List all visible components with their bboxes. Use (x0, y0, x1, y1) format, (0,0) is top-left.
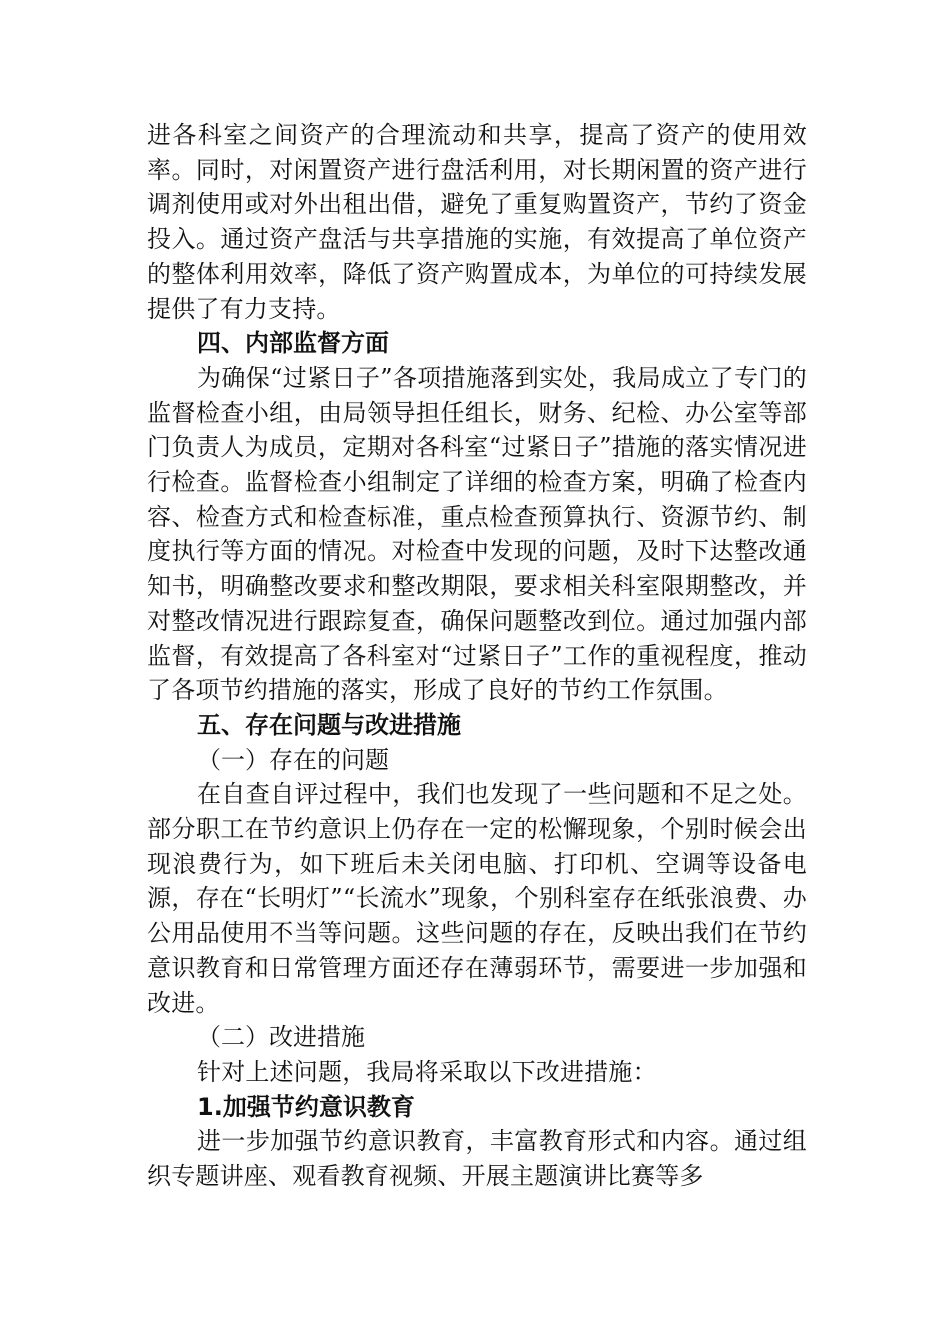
section-heading-internal-supervision: 四、内部监督方面 (197, 329, 389, 358)
paragraph-awareness-education: 进一步加强节约意识教育，丰富教育形式和内容。通过组织专题讲座、观看教育视频、开展主题演讲比赛等多 (147, 1127, 807, 1191)
subheading-improvement-measures: （二）改进措施 (197, 1023, 365, 1052)
paragraph-internal-supervision: 为确保“过紧日子”各项措施落到实处，我局成立了专门的监督检查小组，由局领导担任组长，财务、纪检、办公室等部门负责人为成员，定期对各科室“过紧日子”措施的落实情况进行检查。监督检查小组制定了详细的检查方案，明确了检查内容、检查方式和检查标准，重点检查预算执行、资源节约、制度执行等方面的情况。对检查中发现的问题，及时下达整改通知书，明确整改要求和整改期限，要求相关科室限期整改，并对整改情况进行跟踪复查，确保问题整改到位。通过加强内部监督，有效提高了各科室对“过紧日子”工作的重视程度，推动了各项节约措施的落实，形成了良好的节约工作氛围。 (147, 363, 807, 705)
section-heading-problems-and-measures: 五、存在问题与改进措施 (197, 710, 461, 739)
item-heading-awareness-education: 1.加强节约意识教育 (197, 1092, 415, 1121)
paragraph-asset-sharing: 进各科室之间资产的合理流动和共享，提高了资产的使用效率。同时，对闲置资产进行盘活利用，对长期闲置的资产进行调剂使用或对外出租出借，避免了重复购置资产，节约了资金投入。通过资产盘活与共享措施的实施，有效提高了单位资产的整体利用效率，降低了资产购置成本，为单位的可持续发展提供了有力支持。 (147, 121, 807, 323)
paragraph-measures-intro: 针对上述问题，我局将采取以下改进措施： (197, 1057, 657, 1086)
paragraph-existing-problems: 在自查自评过程中，我们也发现了一些问题和不足之处。部分职工在节约意识上仍存在一定的松懈现象，个别时候会出现浪费行为，如下班后未关闭电脑、打印机、空调等设备电源，存在“长明灯”“长流水”现象，个别科室存在纸张浪费、办公用品使用不当等问题。这些问题的存在，反映出我们在节约意识教育和日常管理方面还存在薄弱环节，需要进一步加强和改进。 (147, 780, 807, 1017)
subheading-existing-problems: （一）存在的问题 (197, 745, 389, 774)
document-page (147, 118, 807, 1194)
